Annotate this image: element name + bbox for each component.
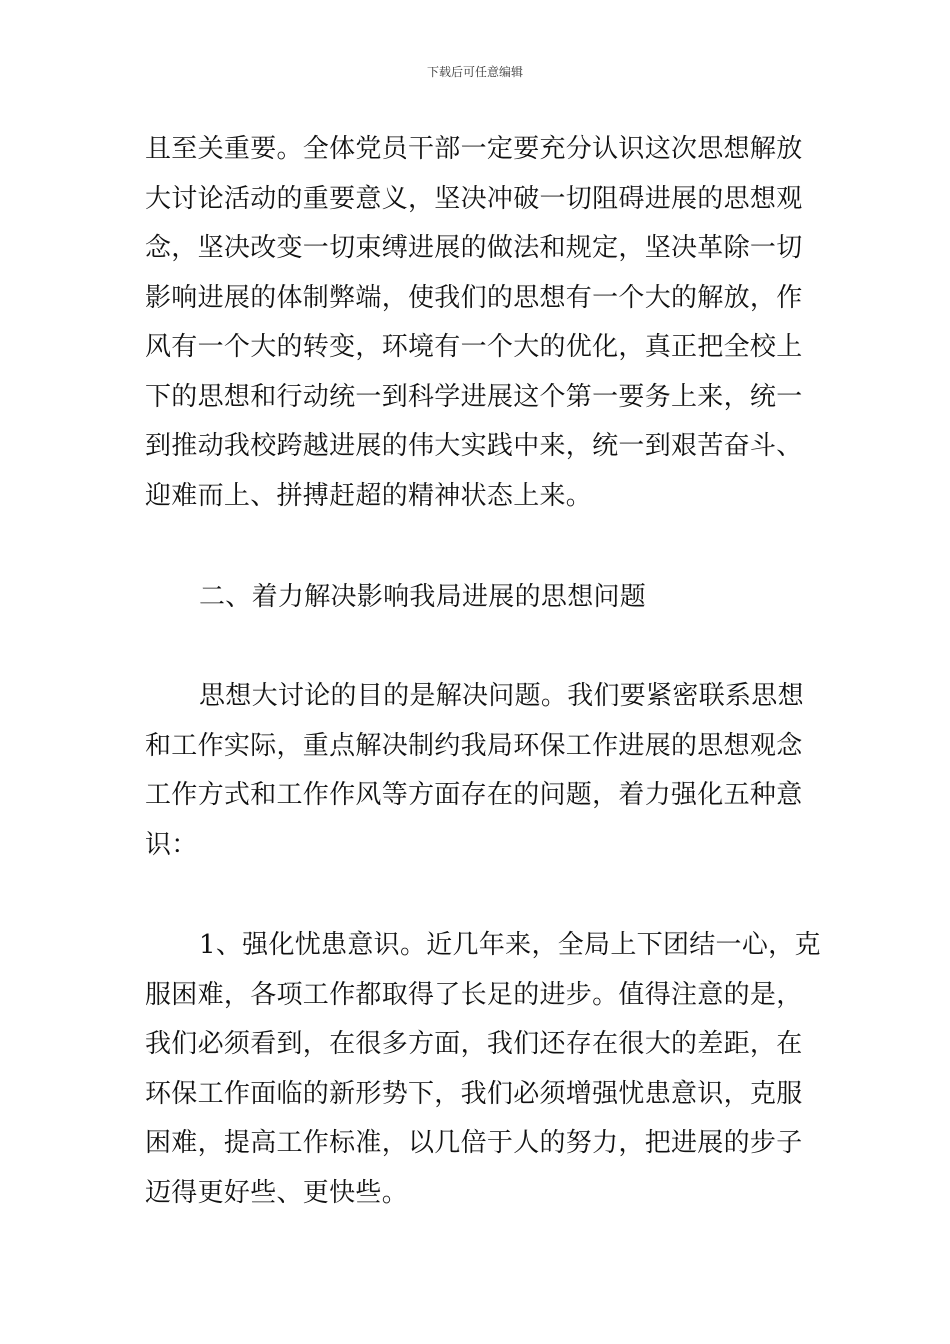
paragraph xyxy=(145,921,821,1218)
text-line: 思想大讨论的目的是解决问题。我们要紧密联系思想 xyxy=(199,681,804,711)
text-line: 念，坚决改变一切束缚进展的做法和规定，坚决革除一切 xyxy=(145,233,803,263)
paragraph-continuation xyxy=(145,125,810,521)
text-line: 影响进展的体制弊端，使我们的思想有一个大的解放，作 xyxy=(145,282,803,313)
paragraph xyxy=(145,672,810,870)
text-line: 我们必须看到，在很多方面，我们还存在很大的差距，在 xyxy=(145,1029,803,1059)
text-line: 环保工作面临的新形势下，我们必须增强忧患意识，克服 xyxy=(145,1078,803,1109)
text-line: 迎难而上、拼搏赶超的精神状态上来。 xyxy=(145,480,593,511)
text-line: 工作方式和工作作风等方面存在的问题，着力强化五种意 xyxy=(145,780,803,810)
text-line: 迈得更好些、更快些。 xyxy=(145,1177,409,1208)
section-heading-text: 二、着力解决影响我局进展的思想问题 xyxy=(199,582,647,612)
text-line: 困难，提高工作标准，以几倍于人的努力，把进展的步子 xyxy=(145,1128,803,1158)
text-line: 1、强化忧患意识。近几年来，全局上下团结一心，克 xyxy=(199,930,821,960)
text-line: 风有一个大的转变，环境有一个大的优化，真正把全校上 xyxy=(145,332,803,362)
page-header-note: 下载后可任意编辑 xyxy=(426,65,523,79)
text-line: 到推动我校跨越进展的伟大实践中来，统一到艰苦奋斗、 xyxy=(145,431,803,461)
text-line: 识： xyxy=(145,829,198,860)
section-heading xyxy=(145,573,810,623)
text-line: 下的思想和行动统一到科学进展这个第一要务上来，统一 xyxy=(145,381,803,412)
text-line: 和工作实际，重点解决制约我局环保工作进展的思想观念 xyxy=(145,730,803,761)
text-line: 服困难，各项工作都取得了长足的进步。值得注意的是， xyxy=(145,979,803,1010)
text-line: 大讨论活动的重要意义，坚决冲破一切阻碍进展的思想观 xyxy=(145,183,803,214)
text-line: 且至关重要。全体党员干部一定要充分认识这次思想解放 xyxy=(145,134,803,164)
